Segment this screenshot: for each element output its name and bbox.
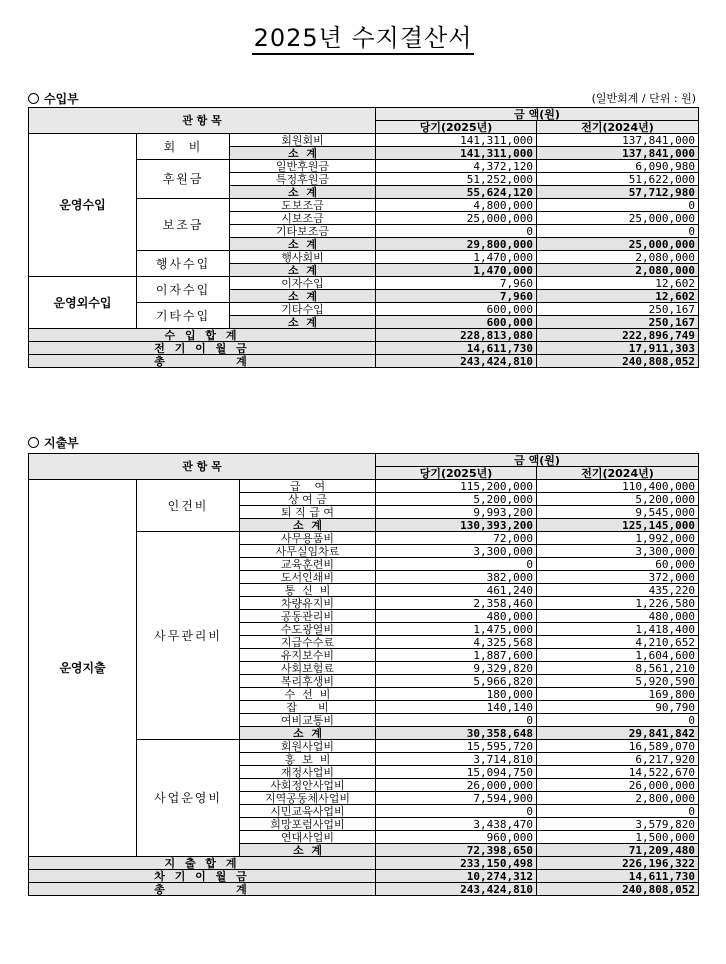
previous-amount-cell: 1,992,000: [537, 532, 699, 545]
previous-amount-cell: 57,712,980: [537, 186, 699, 199]
current-amount-cell: 51,252,000: [376, 173, 537, 186]
total-label-cell: 지 출 합 계: [29, 857, 376, 870]
item-cell: 소 계: [240, 727, 376, 740]
item-cell: 일반후원금: [230, 160, 376, 173]
item-cell: 소 계: [230, 147, 376, 160]
total-label-cell: 차 기 이 월 금: [29, 870, 376, 883]
previous-amount-cell: 480,000: [537, 610, 699, 623]
item-cell: 회원회비: [230, 134, 376, 147]
current-amount-cell: 141,311,000: [376, 134, 537, 147]
previous-amount-cell: 3,300,000: [537, 545, 699, 558]
previous-amount-cell: 1,604,600: [537, 649, 699, 662]
total-row: [29, 870, 699, 883]
current-amount-cell: 0: [376, 558, 537, 571]
total-current-cell: 243,424,810: [376, 355, 537, 368]
current-amount-cell: 7,960: [376, 277, 537, 290]
previous-amount-cell: 137,841,000: [537, 147, 699, 160]
income-heading: [28, 90, 79, 107]
item-cell: 소 계: [230, 264, 376, 277]
item-cell: 소 계: [230, 290, 376, 303]
category-cell: 운영지출: [29, 480, 137, 857]
current-amount-cell: 382,000: [376, 571, 537, 584]
total-current-cell: 233,150,498: [376, 857, 537, 870]
group-cell: 보조금: [137, 199, 230, 251]
current-amount-cell: 9,993,200: [376, 506, 537, 519]
current-amount-cell: 600,000: [376, 316, 537, 329]
item-cell: 수도광열비: [240, 623, 376, 636]
item-cell: 희망포럼사업비: [240, 818, 376, 831]
expense-header-amount: 금 액(원): [376, 454, 699, 467]
previous-amount-cell: 6,217,920: [537, 753, 699, 766]
current-amount-cell: 0: [376, 714, 537, 727]
expense-table-body: [29, 480, 699, 896]
expense-header-current: 당기(2025년): [376, 467, 537, 480]
income-header-current: 당기(2025년): [376, 121, 537, 134]
item-cell: 소 계: [240, 844, 376, 857]
previous-amount-cell: 4,210,652: [537, 636, 699, 649]
item-cell: 연대사업비: [240, 831, 376, 844]
current-amount-cell: 461,240: [376, 584, 537, 597]
current-amount-cell: 1,475,000: [376, 623, 537, 636]
current-amount-cell: 4,372,120: [376, 160, 537, 173]
item-cell: 사무용품비: [240, 532, 376, 545]
group-cell: 회 비: [137, 134, 230, 160]
current-amount-cell: 72,000: [376, 532, 537, 545]
income-header-amount: 금 액(원): [376, 108, 699, 121]
current-amount-cell: 115,200,000: [376, 480, 537, 493]
total-previous-cell: 240,808,052: [537, 883, 699, 896]
current-amount-cell: 15,094,750: [376, 766, 537, 779]
group-cell: 사무관리비: [137, 532, 240, 740]
previous-amount-cell: 16,589,070: [537, 740, 699, 753]
current-amount-cell: 480,000: [376, 610, 537, 623]
group-cell: 행사수입: [137, 251, 230, 277]
current-amount-cell: 5,966,820: [376, 675, 537, 688]
previous-amount-cell: 1,500,000: [537, 831, 699, 844]
current-amount-cell: 3,438,470: [376, 818, 537, 831]
income-table: [28, 107, 699, 368]
previous-amount-cell: 5,200,000: [537, 493, 699, 506]
previous-amount-cell: 12,602: [537, 277, 699, 290]
page-title-text: 2025년 수지결산서: [252, 24, 475, 55]
total-current-cell: 10,274,312: [376, 870, 537, 883]
current-amount-cell: 1,470,000: [376, 264, 537, 277]
previous-amount-cell: 250,167: [537, 303, 699, 316]
total-row: [29, 342, 699, 355]
total-label-cell: 전 기 이 월 금: [29, 342, 376, 355]
current-amount-cell: 30,358,648: [376, 727, 537, 740]
item-cell: 퇴 직 급 여: [240, 506, 376, 519]
item-cell: 공동관리비: [240, 610, 376, 623]
item-cell: 소 계: [230, 316, 376, 329]
total-row: [29, 329, 699, 342]
item-cell: 지급수수료: [240, 636, 376, 649]
current-amount-cell: 25,000,000: [376, 212, 537, 225]
previous-amount-cell: 372,000: [537, 571, 699, 584]
income-header-previous: 전기(2024년): [537, 121, 699, 134]
previous-amount-cell: 90,790: [537, 701, 699, 714]
previous-amount-cell: 3,579,820: [537, 818, 699, 831]
table-row: [29, 480, 699, 493]
total-row: [29, 883, 699, 896]
previous-amount-cell: 12,602: [537, 290, 699, 303]
current-amount-cell: 5,200,000: [376, 493, 537, 506]
total-label-cell: 총 계: [29, 883, 376, 896]
previous-amount-cell: 435,220: [537, 584, 699, 597]
item-cell: 급 여: [240, 480, 376, 493]
group-cell: 이자수입: [137, 277, 230, 303]
previous-amount-cell: 169,800: [537, 688, 699, 701]
previous-amount-cell: 14,522,670: [537, 766, 699, 779]
item-cell: 사무실임차료: [240, 545, 376, 558]
item-cell: 교육훈련비: [240, 558, 376, 571]
previous-amount-cell: 1,418,400: [537, 623, 699, 636]
page-title: [0, 18, 726, 53]
item-cell: 여비교통비: [240, 714, 376, 727]
total-label-cell: 총 계: [29, 355, 376, 368]
item-cell: 재정사업비: [240, 766, 376, 779]
item-cell: 이자수입: [230, 277, 376, 290]
item-cell: 특정후원금: [230, 173, 376, 186]
group-cell: 사업운영비: [137, 740, 240, 857]
previous-amount-cell: 71,209,480: [537, 844, 699, 857]
previous-amount-cell: 2,800,000: [537, 792, 699, 805]
item-cell: 유지보수비: [240, 649, 376, 662]
previous-amount-cell: 26,000,000: [537, 779, 699, 792]
total-previous-cell: 226,196,322: [537, 857, 699, 870]
item-cell: 기타수입: [230, 303, 376, 316]
current-amount-cell: 3,300,000: [376, 545, 537, 558]
total-row: [29, 355, 699, 368]
item-cell: 복리후생비: [240, 675, 376, 688]
previous-amount-cell: 110,400,000: [537, 480, 699, 493]
previous-amount-cell: 0: [537, 199, 699, 212]
total-current-cell: 14,611,730: [376, 342, 537, 355]
table-row: [29, 134, 699, 147]
total-previous-cell: 14,611,730: [537, 870, 699, 883]
item-cell: 통 신 비: [240, 584, 376, 597]
previous-amount-cell: 1,226,580: [537, 597, 699, 610]
current-amount-cell: 4,325,568: [376, 636, 537, 649]
income-table-body: [29, 134, 699, 368]
circle-bullet-icon: [28, 93, 39, 104]
item-cell: 차량유지비: [240, 597, 376, 610]
current-amount-cell: 55,624,120: [376, 186, 537, 199]
item-cell: 도서인쇄비: [240, 571, 376, 584]
previous-amount-cell: 8,561,210: [537, 662, 699, 675]
item-cell: 홍 보 비: [240, 753, 376, 766]
total-previous-cell: 222,896,749: [537, 329, 699, 342]
expense-header-previous: 전기(2024년): [537, 467, 699, 480]
current-amount-cell: 140,140: [376, 701, 537, 714]
current-amount-cell: 2,358,460: [376, 597, 537, 610]
group-cell: 기타수입: [137, 303, 230, 329]
item-cell: 행사회비: [230, 251, 376, 264]
table-row: [29, 277, 699, 290]
item-cell: 시민교육사업비: [240, 805, 376, 818]
previous-amount-cell: 25,000,000: [537, 212, 699, 225]
item-cell: 상 여 금: [240, 493, 376, 506]
group-cell: 인건비: [137, 480, 240, 532]
current-amount-cell: 0: [376, 225, 537, 238]
expense-heading: [28, 434, 79, 451]
item-cell: 지역공동체사업비: [240, 792, 376, 805]
current-amount-cell: 180,000: [376, 688, 537, 701]
previous-amount-cell: 25,000,000: [537, 238, 699, 251]
current-amount-cell: 9,329,820: [376, 662, 537, 675]
item-cell: 잡 비: [240, 701, 376, 714]
current-amount-cell: 3,714,810: [376, 753, 537, 766]
current-amount-cell: 7,594,900: [376, 792, 537, 805]
previous-amount-cell: 29,841,842: [537, 727, 699, 740]
previous-amount-cell: 9,545,000: [537, 506, 699, 519]
total-current-cell: 228,813,080: [376, 329, 537, 342]
current-amount-cell: 26,000,000: [376, 779, 537, 792]
current-amount-cell: 130,393,200: [376, 519, 537, 532]
current-amount-cell: 0: [376, 805, 537, 818]
previous-amount-cell: 250,167: [537, 316, 699, 329]
circle-bullet-icon: [28, 437, 39, 448]
category-cell: 운영수입: [29, 134, 137, 277]
item-cell: 사회정안사업비: [240, 779, 376, 792]
total-previous-cell: 240,808,052: [537, 355, 699, 368]
previous-amount-cell: 137,841,000: [537, 134, 699, 147]
current-amount-cell: 960,000: [376, 831, 537, 844]
item-cell: 회원사업비: [240, 740, 376, 753]
current-amount-cell: 72,398,650: [376, 844, 537, 857]
expense-heading-text: 지출부: [44, 436, 79, 450]
item-cell: 도보조금: [230, 199, 376, 212]
total-current-cell: 243,424,810: [376, 883, 537, 896]
total-row: [29, 857, 699, 870]
item-cell: 소 계: [230, 238, 376, 251]
income-header-account: 관 항 목: [29, 108, 376, 134]
unit-note: (일반회계 / 단위 : 원): [591, 92, 696, 105]
previous-amount-cell: 2,080,000: [537, 264, 699, 277]
current-amount-cell: 141,311,000: [376, 147, 537, 160]
current-amount-cell: 4,800,000: [376, 199, 537, 212]
total-previous-cell: 17,911,303: [537, 342, 699, 355]
expense-header-account: 관 항 목: [29, 454, 376, 480]
category-cell: 운영외수입: [29, 277, 137, 329]
current-amount-cell: 1,887,600: [376, 649, 537, 662]
group-cell: 후원금: [137, 160, 230, 199]
total-label-cell: 수 입 합 계: [29, 329, 376, 342]
item-cell: 사회보험료: [240, 662, 376, 675]
item-cell: 소 계: [240, 519, 376, 532]
income-heading-text: 수입부: [44, 92, 79, 106]
previous-amount-cell: 0: [537, 714, 699, 727]
item-cell: 수 선 비: [240, 688, 376, 701]
expense-table: [28, 453, 699, 896]
current-amount-cell: 1,470,000: [376, 251, 537, 264]
previous-amount-cell: 5,920,590: [537, 675, 699, 688]
current-amount-cell: 600,000: [376, 303, 537, 316]
previous-amount-cell: 0: [537, 225, 699, 238]
previous-amount-cell: 51,622,000: [537, 173, 699, 186]
previous-amount-cell: 125,145,000: [537, 519, 699, 532]
previous-amount-cell: 2,080,000: [537, 251, 699, 264]
previous-amount-cell: 60,000: [537, 558, 699, 571]
previous-amount-cell: 6,090,980: [537, 160, 699, 173]
current-amount-cell: 29,800,000: [376, 238, 537, 251]
current-amount-cell: 7,960: [376, 290, 537, 303]
current-amount-cell: 15,595,720: [376, 740, 537, 753]
item-cell: 소 계: [230, 186, 376, 199]
previous-amount-cell: 0: [537, 805, 699, 818]
item-cell: 기타보조금: [230, 225, 376, 238]
item-cell: 시보조금: [230, 212, 376, 225]
